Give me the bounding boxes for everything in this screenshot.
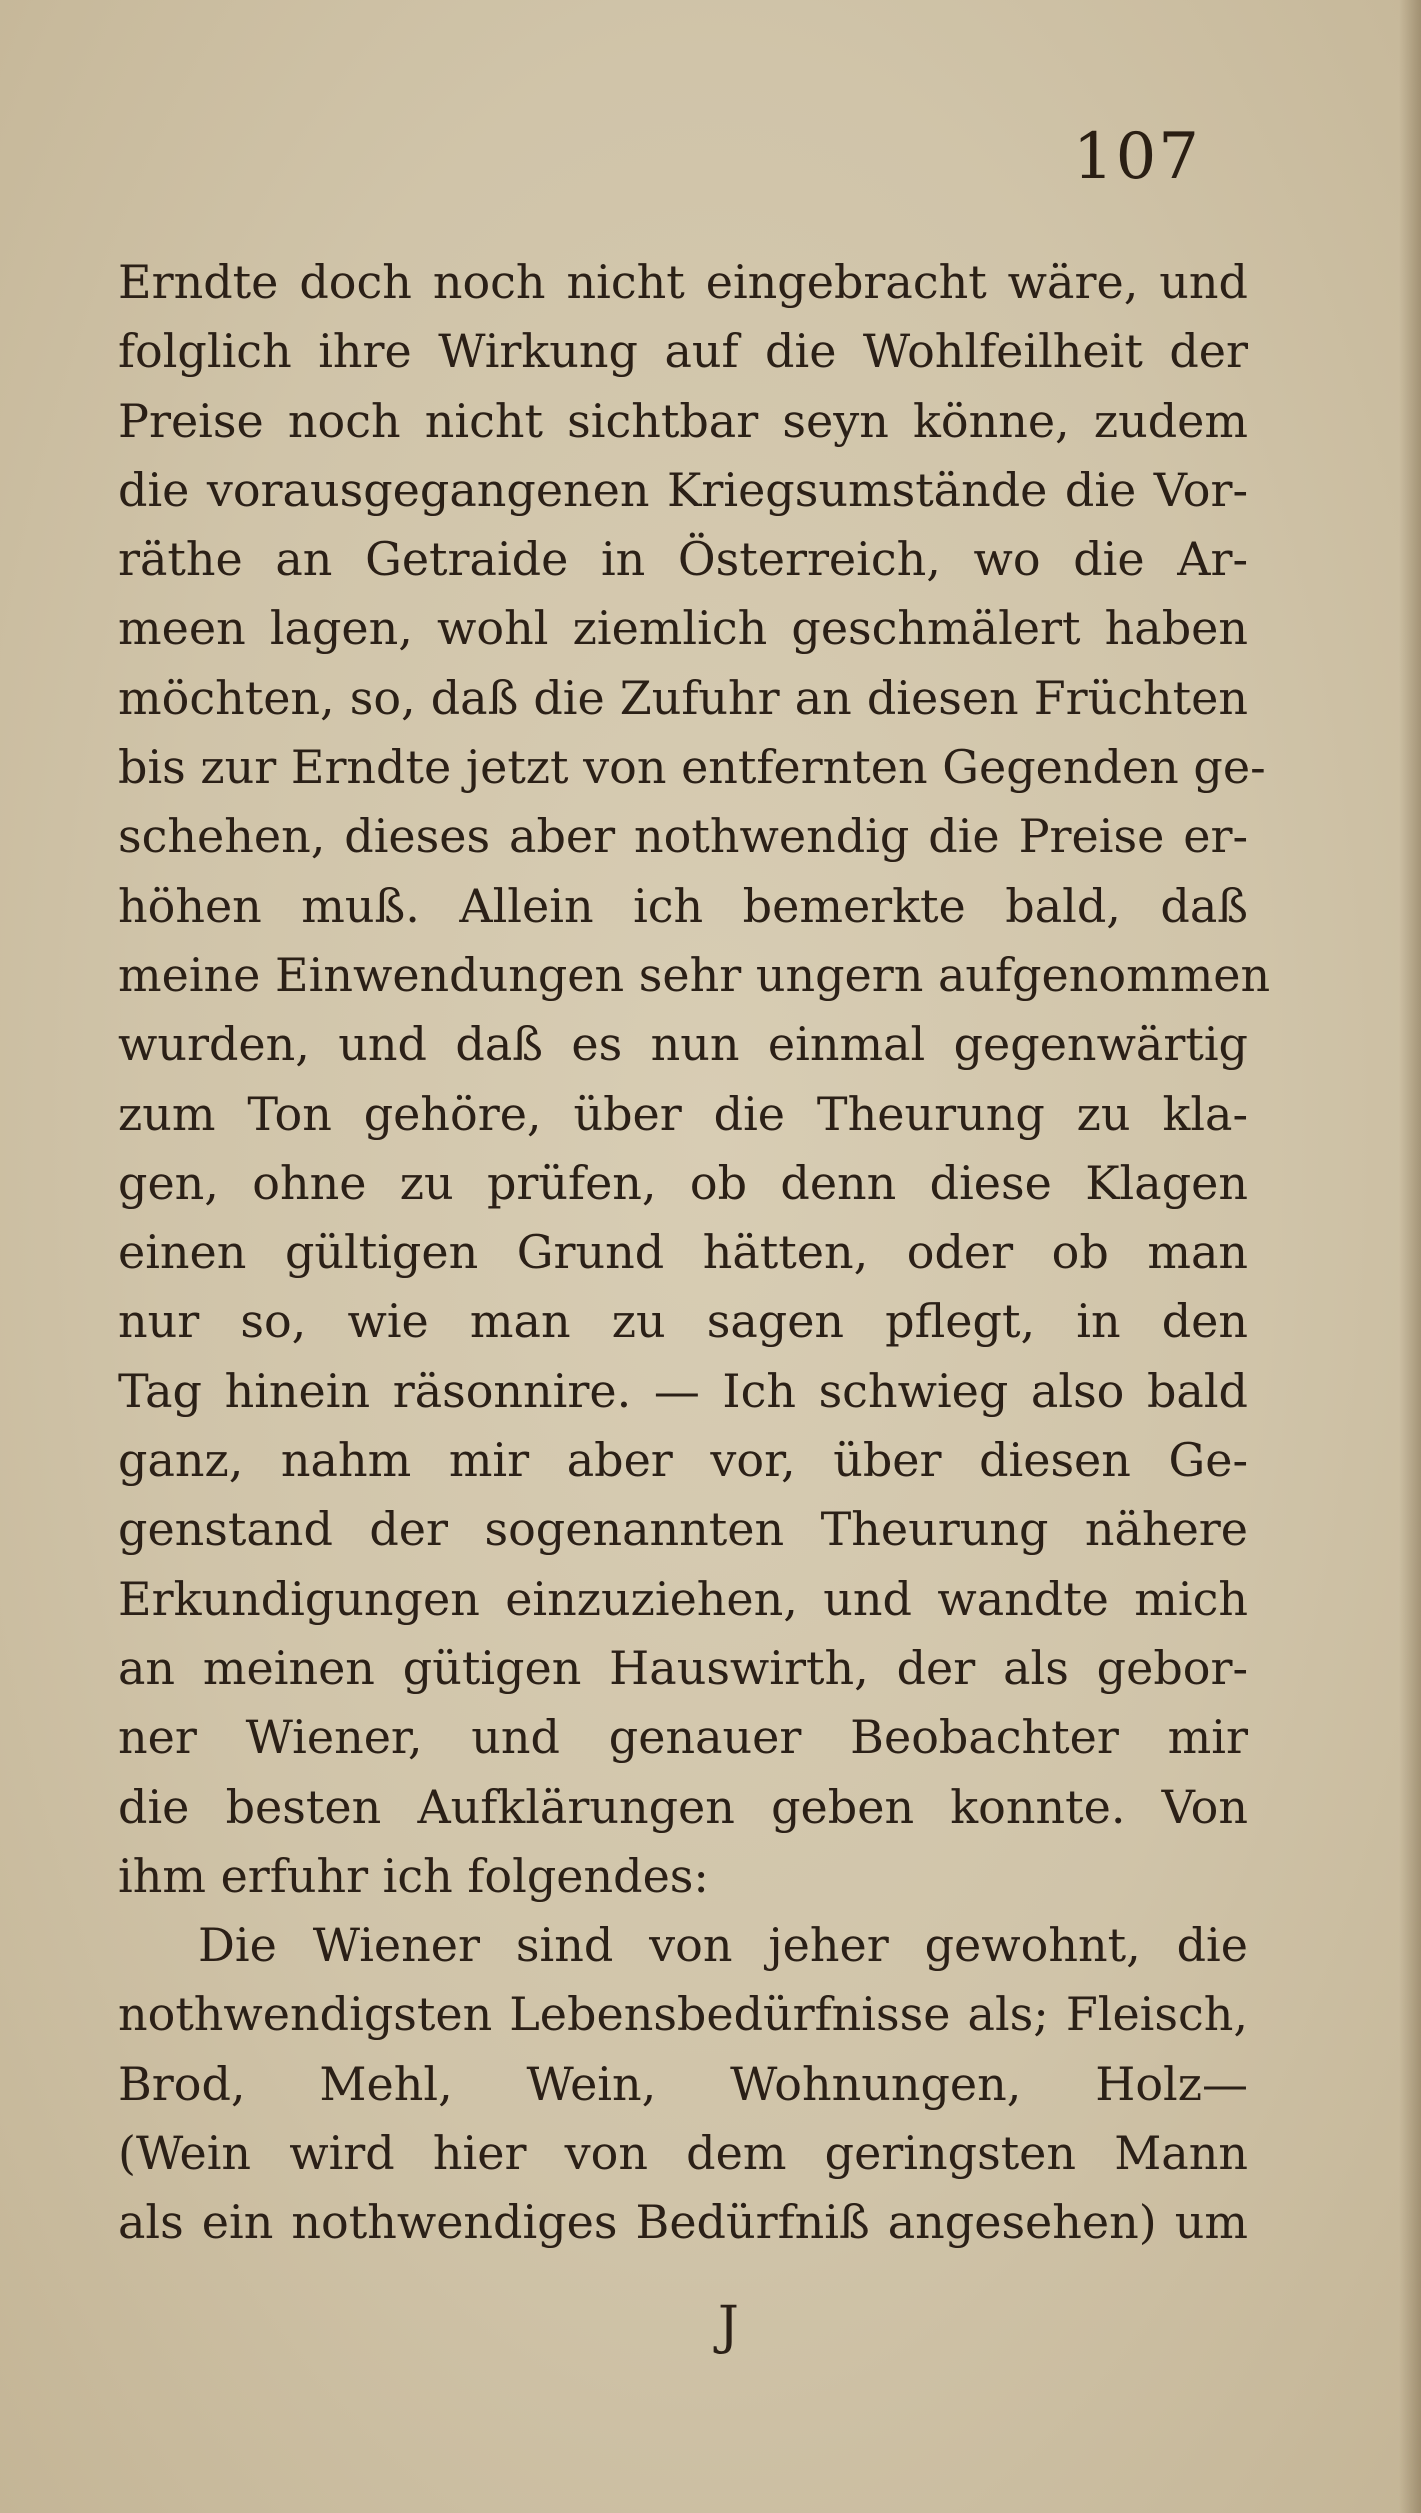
text-line: höhen muß. Allein ich bemerkte bald, daß <box>118 878 1248 933</box>
text-line: an meinen gütigen Hauswirth, der als gebor- <box>118 1640 1248 1695</box>
text-line: folglich ihre Wirkung auf die Wohlfeilheit der <box>118 324 1248 379</box>
text-line: ner Wiener, und genauer Beobachter mir <box>118 1710 1248 1765</box>
text-line: zum Ton gehöre, über die Theurung zu kla- <box>118 1086 1248 1141</box>
text-line: meen lagen, wohl ziemlich geschmälert haben <box>118 601 1248 656</box>
text-line: genstand der sogenannten Theurung nähere <box>118 1502 1248 1557</box>
text-line: bis zur Erndte jetzt von entfernten Gegenden ge- <box>118 740 1266 795</box>
text-line: ihm erfuhr ich folgendes: <box>118 1848 709 1903</box>
body-text <box>118 248 1271 2258</box>
text-line: die besten Aufklärungen geben konnte. Von <box>118 1779 1248 1834</box>
text-line: die vorausgegangenen Kriegsumstände die Vor- <box>118 462 1248 517</box>
text-line: räthe an Getraide in Österreich, wo die Ar- <box>118 532 1248 587</box>
text-line: möchten, so, daß die Zufuhr an diesen Früchten <box>118 670 1248 725</box>
text-line: als ein nothwendiges Bedürfniß angesehen) um <box>118 2195 1248 2250</box>
text-line: Preise noch nicht sichtbar seyn könne, zudem <box>118 393 1248 448</box>
text-line: Brod, Mehl, Wein, Wohnungen, Holz— <box>118 2056 1248 2111</box>
text-line: wurden, und daß es nun einmal gegenwärtig <box>118 1017 1248 1072</box>
text-line: Die Wiener sind von jeher gewohnt, die <box>198 1918 1248 1973</box>
text-line: Erndte doch noch nicht eingebracht wäre, und <box>118 255 1248 309</box>
text-line: meine Einwendungen sehr ungern aufgenommen <box>118 947 1271 1002</box>
text-line: gen, ohne zu prüfen, ob denn diese Klagen <box>118 1155 1248 1210</box>
text-line: Tag hinein räsonnire. — Ich schwieg also bald <box>118 1363 1248 1418</box>
text-line: nur so, wie man zu sagen pflegt, in den <box>118 1294 1248 1349</box>
text-line: ganz, nahm mir aber vor, über diesen Ge- <box>118 1433 1248 1488</box>
page-number: 107 <box>1072 120 1201 194</box>
text-line: schehen, dieses aber nothwendig die Preise er- <box>118 809 1248 864</box>
text-line: einen gültigen Grund hätten, oder ob man <box>118 1225 1248 1280</box>
text-line: nothwendigsten Lebensbedürfnisse als; Fleisch, <box>118 1987 1248 2042</box>
signature-mark: J <box>718 2296 739 2356</box>
text-line: (Wein wird hier von dem geringsten Mann <box>118 2126 1248 2181</box>
text-line: Erkundigungen einzuziehen, und wandte mich <box>118 1571 1248 1626</box>
